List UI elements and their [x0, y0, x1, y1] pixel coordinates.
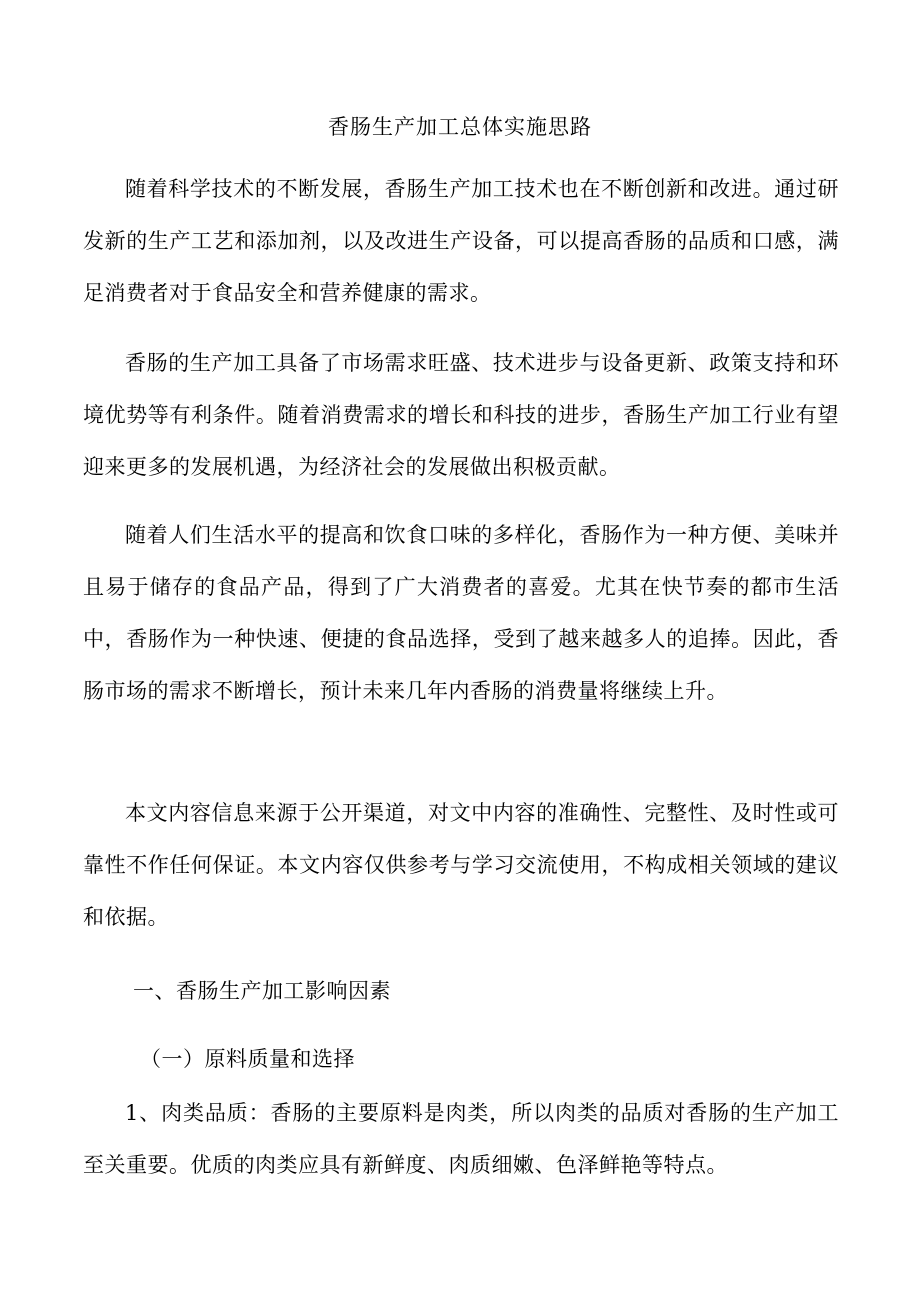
- paragraph-2: 香肠的生产加工具备了市场需求旺盛、技术进步与设备更新、政策支持和环境优势等有利条件。随着消费需求的增长和科技的进步，香肠生产加工行业有望迎来更多的发展机遇，为经济社会的发展做出积极贡献。: [83, 351, 839, 479]
- subsection-heading: （一）原料质量和选择: [140, 1047, 355, 1071]
- paragraph-4: 本文内容信息来源于公开渠道，对文中内容的准确性、完整性、及时性或可靠性不作任何保证。本文内容仅供参考与学习交流使用，不构成相关领域的建议和依据。: [83, 801, 839, 929]
- item-paragraph: 1、肉类品质：香肠的主要原料是肉类，所以肉类的品质对香肠的生产加工至关重要。优质的肉类应具有新鲜度、肉质细嫩、色泽鲜艳等特点。: [83, 1101, 839, 1177]
- paragraph-1: 随着科学技术的不断发展，香肠生产加工技术也在不断创新和改进。通过研发新的生产工艺和添加剂，以及改进生产设备，可以提高香肠的品质和口感，满足消费者对于食品安全和营养健康的需求。: [83, 177, 839, 305]
- section-heading: 一、香肠生产加工影响因素: [133, 979, 391, 1003]
- document-title: 香肠生产加工总体实施思路: [328, 115, 592, 139]
- paragraph-3: 随着人们生活水平的提高和饮食口味的多样化，香肠作为一种方便、美味并且易于储存的食品产品，得到了广大消费者的喜爱。尤其在快节奏的都市生活中，香肠作为一种快速、便捷的食品选择，受到了越来越多人的追捧。因此，香肠市场的需求不断增长，预计未来几年内香肠的消费量将继续上升。: [83, 523, 839, 703]
